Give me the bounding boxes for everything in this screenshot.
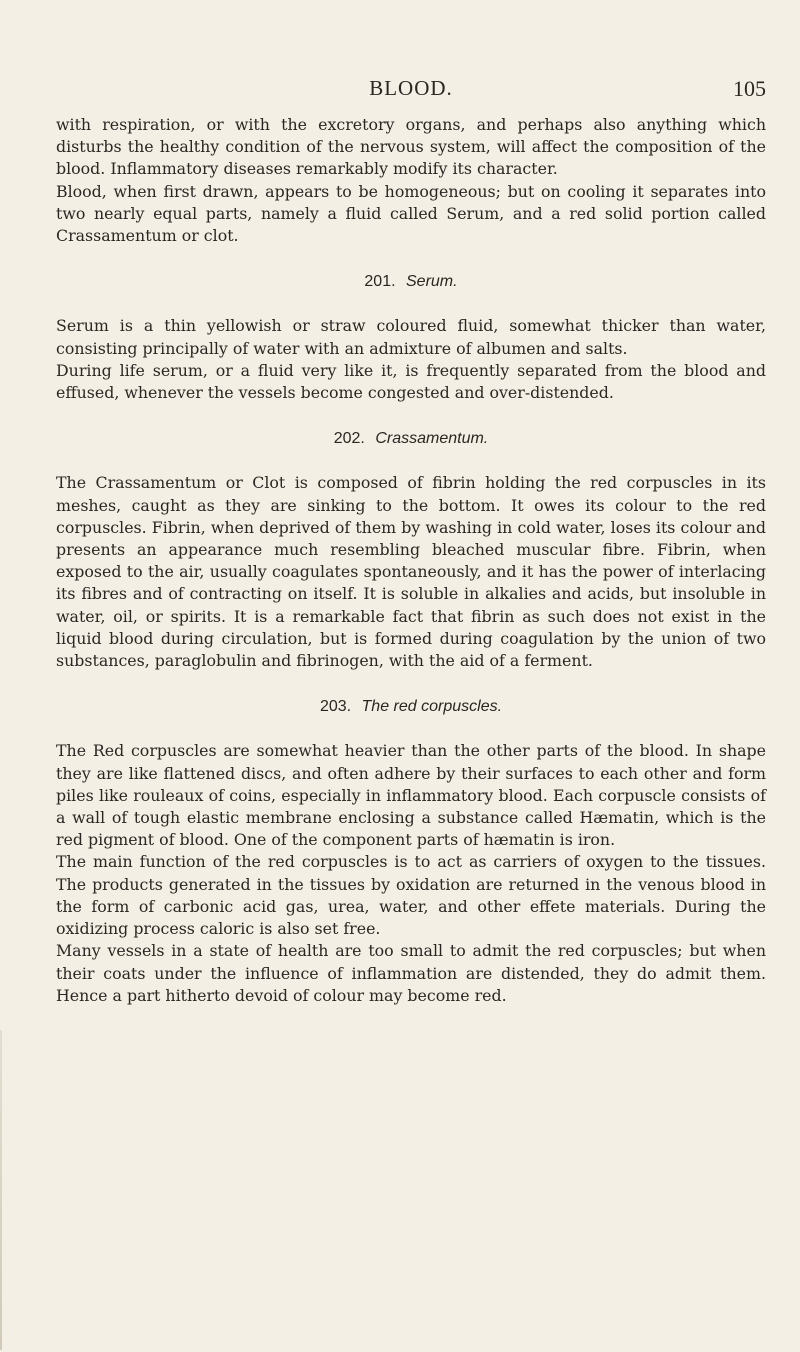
paragraph: Many vessels in a state of health are too small to admit the red corpuscles; but when their coats under the influence of inflammation are distended, they do admit them. Hence a part hitherto devoid of colour may become red.	[56, 941, 766, 1005]
section-number: 202.	[333, 430, 365, 448]
section-title: Crassamentum.	[375, 430, 489, 448]
page-number: 105	[733, 76, 766, 101]
section-heading-202	[56, 428, 766, 450]
section-number: 203.	[319, 698, 352, 716]
section-heading-201	[56, 271, 766, 293]
paragraph: Serum is a thin yellowish or straw coloured fluid, somewhat thicker than water, consisting principally of water with an admixture of albumen and salts.	[56, 316, 766, 358]
paragraph: with respiration, or with the excretory organs, and perhaps also anything which disturbs the healthy condition of the nervous system, will affect the composition of the blood. Inflammatory diseases remarkably modify its character.	[56, 115, 766, 179]
section-number: 201.	[364, 273, 396, 291]
section-heading-203	[56, 696, 766, 718]
section-title: The red corpuscles.	[361, 698, 503, 716]
page-edge-shadow	[0, 1030, 2, 1350]
page-body	[56, 114, 766, 1007]
paragraph: The main function of the red corpuscles is to act as carriers of oxygen to the tissues. The products generated in the tissues by oxidation are returned in the venous blood in the form of carbonic acid gas, urea, water, and other effete materials. During the oxidizing process caloric is also set free.	[56, 852, 766, 939]
section-title: Serum.	[406, 273, 458, 291]
running-head	[56, 76, 766, 106]
paragraph: During life serum, or a fluid very like it, is frequently separated from the blood and effused, whenever the vessels become congested and over-distended.	[56, 360, 766, 403]
running-title: BLOOD.	[369, 76, 453, 100]
paragraph: The Red corpuscles are somewhat heavier than the other parts of the blood. In shape they are like flattened discs, and often adhere by their surfaces to each other and form piles like rouleaux of coins, especially in inflammatory blood. Each corpuscle consists of a wall of tough elastic membrane enclosing a substance called Hæmatin, which is the red pigment of blood. One of the component parts of hæmatin is iron.	[56, 741, 766, 850]
paragraph: Blood, when first drawn, appears to be homogeneous; but on cooling it separates into two nearly equal parts, namely a fluid called Serum, and a red solid portion called Crassamentum or clot.	[56, 181, 766, 246]
paragraph: The Crassamentum or Clot is composed of fibrin holding the red corpuscles in its meshes, caught as they are sinking to the bottom. It owes its colour to the red corpuscles. Fibrin, when deprived of them by washing in cold water, loses its colour and presents an appearance much resembling bleached muscular fibre. Fibrin, when exposed to the air, usually coagulates spontaneously, and it has the power of interlacing its fibres and of contracting on itself. It is soluble in alkalies and acids, but insoluble in water, oil, or spirits. It is a remarkable fact that fibrin as such does not exist in the liquid blood during circulation, but is formed during coagulation by the union of two substances, paraglobulin and fibrinogen, with the aid of a ferment.	[56, 473, 766, 671]
